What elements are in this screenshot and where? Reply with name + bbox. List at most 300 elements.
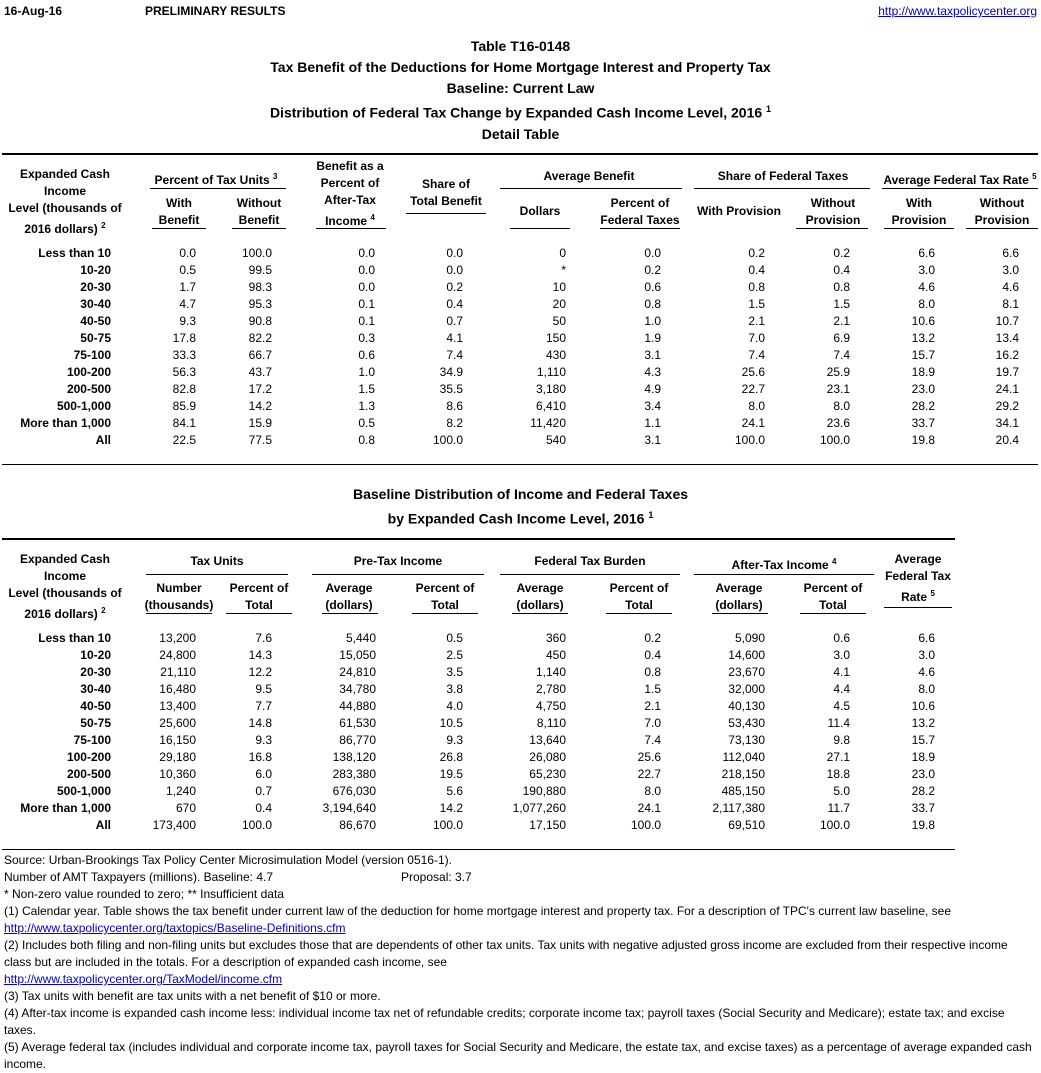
t1-row <box>0 330 1041 347</box>
t2-cell: 218,150 <box>721 767 765 781</box>
t2-cell: 15.7 <box>911 733 935 747</box>
t1-cell: 1.7 <box>179 280 196 294</box>
t2-cell: 23,670 <box>728 665 765 679</box>
t1-cell: 6,410 <box>535 399 566 413</box>
t2-cell: 5.6 <box>446 784 463 798</box>
t1-cell: 11,420 <box>530 416 566 430</box>
t1-without-underline <box>232 228 286 229</box>
t1-row <box>0 415 1041 432</box>
t2-cell: 65,230 <box>529 767 566 781</box>
t1-share-benefit-header: Share of Total Benefit <box>410 177 482 208</box>
t2-fed-avg-header: Average (dollars) <box>516 581 564 612</box>
t2-cell: 26.8 <box>439 750 463 764</box>
t1-cell: 13.4 <box>995 331 1019 345</box>
t2-income-label: 10-20 <box>80 648 111 662</box>
t2-cell: 26,080 <box>529 750 566 764</box>
t2-cell: 14,600 <box>728 648 765 662</box>
t1-cell: 10.6 <box>911 314 935 328</box>
t1-cell: 100.0 <box>432 433 463 447</box>
t2-cell: 0.5 <box>446 631 463 645</box>
t2-cell: 33.7 <box>911 801 935 815</box>
t1-cell: 0.1 <box>358 314 375 328</box>
t2-row <box>0 766 1041 783</box>
t2-cell: 19.8 <box>911 818 935 832</box>
t1-cell: 0.7 <box>446 314 463 328</box>
t1-without-benefit-header: Without Benefit <box>236 196 282 227</box>
t2-income-label: Less than 10 <box>38 631 111 645</box>
t2-cell: 5.0 <box>833 784 850 798</box>
t2-cell: 3.0 <box>918 648 935 662</box>
t1-cell: 3,180 <box>535 382 566 396</box>
t2-cell: 4.4 <box>833 682 850 696</box>
t1-row <box>0 262 1041 279</box>
t1-cell: 3.1 <box>644 433 661 447</box>
t1-row <box>0 245 1041 262</box>
t1-cell: 28.2 <box>911 399 935 413</box>
table-title <box>0 36 1041 145</box>
t1-cell: 540 <box>545 433 566 447</box>
t2-cell: 27.1 <box>826 750 850 764</box>
t1-without-prov-header: Without Provision <box>805 196 861 227</box>
t1-income-label: 50-75 <box>80 331 111 345</box>
t2-cell: 10.5 <box>439 716 463 730</box>
t2-pretax-avg-header: Average (dollars) <box>325 581 373 612</box>
t1-cell: 25.9 <box>826 365 850 379</box>
t2-cell: 61,530 <box>339 716 376 730</box>
t2-cell: 1,240 <box>165 784 196 798</box>
t2-cell: 13,400 <box>159 699 196 713</box>
t1-income-label: 20-30 <box>80 280 111 294</box>
t1-cell: 430 <box>545 348 566 362</box>
t2-cell: 7.4 <box>644 733 661 747</box>
t2-cell: 2.1 <box>644 699 661 713</box>
baseline-label: Baseline: Current Law <box>446 80 595 96</box>
t2-pretax-pct-header: Percent of Total <box>415 581 475 612</box>
t1-cell: 1.9 <box>644 331 661 345</box>
t2-cell: 9.3 <box>255 733 272 747</box>
t1-cell: 2.1 <box>833 314 850 328</box>
t1-with-prov-header: With Provision <box>697 204 781 218</box>
t2-cell: 18.9 <box>911 750 935 764</box>
t1-cell: 33.7 <box>911 416 935 430</box>
t1-cell: 19.7 <box>995 365 1019 379</box>
t2-cell: 11.7 <box>827 801 850 815</box>
t1-cell: 17.8 <box>172 331 196 345</box>
t1-cell: 0.0 <box>358 280 375 294</box>
t2-cell: 190,880 <box>522 784 566 798</box>
t1-income-label: 10-20 <box>80 263 111 277</box>
t2-avg-rate-header: Average Federal Tax Rate $^5$ <box>885 552 951 604</box>
t1-cell: 6.6 <box>1002 246 1019 260</box>
t2-cell: 8,110 <box>536 716 566 730</box>
t1-cell: 23.0 <box>911 382 935 396</box>
t1-cell: 0.4 <box>833 263 850 277</box>
t1-pct-units-underline <box>150 188 286 189</box>
t1-cell: 0.5 <box>358 416 375 430</box>
t2-tax-units-header: Tax Units <box>190 554 244 568</box>
t2-cell: 10.6 <box>911 699 935 713</box>
t2-cell: 14.8 <box>248 716 272 730</box>
t1-income-label: 75-100 <box>73 348 111 362</box>
t2-row <box>0 630 1041 647</box>
t1-cell: 1.5 <box>748 297 765 311</box>
t1-cell: 20.4 <box>995 433 1019 447</box>
t2-income-level-header: Expanded Cash Income Level (thousands of 2016 dollars) $^2$ <box>8 552 122 621</box>
t2-cell: 28.2 <box>911 784 935 798</box>
t1-cell: 7.4 <box>833 348 850 362</box>
t1-cell: 0.0 <box>644 246 661 260</box>
t2-units-pct-header: Percent of Total <box>229 581 289 612</box>
t2-row <box>0 681 1041 698</box>
t2-cell: 9.5 <box>255 682 272 696</box>
t2-row <box>0 749 1041 766</box>
t1-income-label: 200-500 <box>66 382 111 396</box>
t1-cell: 1,110 <box>536 365 566 379</box>
t2-pretax-avg-underline <box>322 613 378 614</box>
report-date: 16-Aug-16 <box>4 4 63 18</box>
t1-cell: 6.6 <box>918 246 935 260</box>
t1-row <box>0 296 1041 313</box>
t2-cell: 4,750 <box>535 699 566 713</box>
t1-cell: 17.2 <box>248 382 272 396</box>
t2-cell: 360 <box>545 631 566 645</box>
t1-cell: 34.9 <box>439 365 463 379</box>
t1-cell: 0.0 <box>358 246 375 260</box>
t2-aftertax-header: After-Tax Income $^4$ <box>731 557 837 572</box>
t1-cell: 4.6 <box>1002 280 1019 294</box>
t2-number-underline <box>146 613 212 614</box>
t2-cell: 100.0 <box>630 818 661 832</box>
t1-cell: 66.7 <box>248 348 272 362</box>
table1-top-rule <box>2 153 1038 155</box>
t1-row <box>0 364 1041 381</box>
t2-income-label: 40-50 <box>80 699 111 713</box>
t1-cell: 0.6 <box>644 280 661 294</box>
t2-cell: 15,050 <box>339 648 376 662</box>
t2-fed-pct-header: Percent of Total <box>609 581 669 612</box>
t2-cell: 7.0 <box>644 716 661 730</box>
t1-cell: 0.0 <box>358 263 375 277</box>
preliminary-label: PRELIMINARY RESULTS <box>145 4 286 18</box>
t1-cell: 4.7 <box>179 297 196 311</box>
t1-cell: 0.2 <box>748 246 765 260</box>
t1-rate-without-underline <box>966 228 1038 229</box>
t1-income-label: 30-40 <box>80 297 111 311</box>
t1-cell: 99.5 <box>248 263 272 277</box>
t2-cell: 9.3 <box>446 733 463 747</box>
t1-cell: 7.4 <box>748 348 765 362</box>
t2-cell: 450 <box>545 648 566 662</box>
t2-income-label: 20-30 <box>80 665 111 679</box>
t2-income-label: 30-40 <box>80 682 111 696</box>
t2-avg-rate-underline <box>884 607 952 608</box>
t2-cell: 485,150 <box>721 784 765 798</box>
t2-units-pct-underline <box>226 613 292 614</box>
footnotes <box>4 852 1036 1073</box>
t2-tax-units-underline <box>146 574 288 575</box>
t2-cell: 24.1 <box>637 801 661 815</box>
t2-cell: 2,117,380 <box>712 801 765 815</box>
t2-income-label: More than 1,000 <box>20 801 111 815</box>
t2-cell: 18.8 <box>826 767 850 781</box>
t1-cell: 0.8 <box>748 280 765 294</box>
nonzero-note: * Non-zero value rounded to zero; ** Insufficient data <box>4 887 284 901</box>
t1-cell: 24.1 <box>995 382 1019 396</box>
t2-number-header: Number (thousands) <box>144 581 214 612</box>
t1-cell: 0.4 <box>446 297 463 311</box>
t1-share-fed-underline <box>694 188 870 189</box>
t2-cell: 32,000 <box>728 682 765 696</box>
t1-cell: 77.5 <box>248 433 272 447</box>
t2-aftertax-underline <box>694 574 874 575</box>
t2-cell: 676,030 <box>332 784 376 798</box>
t2-cell: 8.0 <box>644 784 661 798</box>
t1-cell: 34.1 <box>995 416 1019 430</box>
footnote-3: (3) Tax units with benefit are tax units with a net benefit of $10 or more. <box>4 989 381 1003</box>
t2-income-label: 75-100 <box>73 733 111 747</box>
t1-cell: 1.3 <box>358 399 375 413</box>
table2-bottom-rule <box>2 849 955 850</box>
t2-row <box>0 698 1041 715</box>
t2-pretax-underline <box>312 574 484 575</box>
t1-row <box>0 279 1041 296</box>
t1-with-benefit-header: With Benefit <box>158 196 200 227</box>
t2-cell: 14.2 <box>439 801 463 815</box>
t1-cell: 82.8 <box>172 382 196 396</box>
t2-cell: 21,110 <box>160 665 196 679</box>
t2-fed-avg-underline <box>512 613 568 614</box>
t2-cell: 4.5 <box>833 699 850 713</box>
t2-income-label: 200-500 <box>66 767 111 781</box>
t1-cell: 3.1 <box>644 348 661 362</box>
t2-row <box>0 800 1041 817</box>
t1-cell: 20 <box>552 297 566 311</box>
t1-income-level-header: Expanded Cash Income Level (thousands of 2016 dollars) $^2$ <box>8 167 122 236</box>
t2-row <box>0 732 1041 749</box>
footnote-5: (5) Average federal tax (includes individual and corporate income tax, payroll taxes for Social Security and Medicare, the estate tax, and excise taxes) as a percentage of average expanded cash income. <box>4 1040 1032 1071</box>
t2-cell: 86,670 <box>339 818 376 832</box>
table-id: Table T16-0148 <box>470 38 571 54</box>
t1-cell: 8.6 <box>446 399 463 413</box>
t1-cell: 3.0 <box>918 263 935 277</box>
t2-cell: 22.7 <box>637 767 661 781</box>
t2-cell: 2,780 <box>535 682 566 696</box>
t1-cell: 0.2 <box>446 280 463 294</box>
t2-cell: 73,130 <box>728 733 765 747</box>
t1-cell: 100.0 <box>241 246 272 260</box>
t1-cell: 4.6 <box>918 280 935 294</box>
t2-cell: 3.0 <box>833 648 850 662</box>
t1-cell: 3.0 <box>1002 263 1019 277</box>
t1-cell: 0.4 <box>748 263 765 277</box>
t1-dollars-underline <box>510 228 570 229</box>
t2-cell: 86,770 <box>339 733 376 747</box>
t1-cell: 0.8 <box>644 297 661 311</box>
t1-benefit-pct-underline <box>316 228 386 229</box>
t2-cell: 3.8 <box>446 682 463 696</box>
t1-cell: 13.2 <box>911 331 935 345</box>
t1-rate-with-header: With Provision <box>891 196 947 227</box>
distribution-label: Distribution of Federal Tax Change by Expanded Cash Income Level, 2016 $^1$ <box>269 104 772 121</box>
t1-cell: 24.1 <box>741 416 765 430</box>
t1-cell: 85.9 <box>172 399 196 413</box>
t1-cell: 16.2 <box>995 348 1019 362</box>
t2-cell: 69,510 <box>728 818 765 832</box>
t2-cell: 13.2 <box>911 716 935 730</box>
t1-cell: 8.0 <box>748 399 765 413</box>
t1-cell: 0.2 <box>833 246 850 260</box>
t2-row <box>0 783 1041 800</box>
t2-cell: 29,180 <box>159 750 196 764</box>
table-name: Tax Benefit of the Deductions for Home Mortgage Interest and Property Tax <box>270 59 771 75</box>
t1-cell: 22.5 <box>172 433 196 447</box>
t2-cell: 10,360 <box>159 767 196 781</box>
t1-cell: 1.5 <box>833 297 850 311</box>
source-note: Source: Urban-Brookings Tax Policy Center Microsimulation Model (version 0516-1). <box>4 853 452 867</box>
t1-cell: 23.1 <box>826 382 850 396</box>
t1-cell: 0.0 <box>446 246 463 260</box>
t1-cell: 0.0 <box>179 246 196 260</box>
t1-cell: 18.9 <box>911 365 935 379</box>
t1-cell: 35.5 <box>439 382 463 396</box>
t1-cell: 0.5 <box>179 263 196 277</box>
t1-avg-rate-header: Average Federal Tax Rate $^5$ <box>883 172 1037 187</box>
t2-cell: 6.6 <box>918 631 935 645</box>
t2-cell: 138,120 <box>332 750 376 764</box>
t1-cell: 0.6 <box>358 348 375 362</box>
t2-income-label: All <box>95 818 111 832</box>
t2-cell: 4.1 <box>833 665 850 679</box>
t2-cell: 53,430 <box>728 716 765 730</box>
t1-dollars-header: Dollars <box>519 204 561 218</box>
t1-cell: 100.0 <box>734 433 765 447</box>
t1-cell: 8.2 <box>446 416 463 430</box>
t2-cell: 8.0 <box>918 682 935 696</box>
t1-without-prov-underline <box>796 228 868 229</box>
t1-rate-without-header: Without Provision <box>974 196 1030 227</box>
t2-cell: 19.5 <box>439 767 463 781</box>
t2-income-label: 50-75 <box>80 716 111 730</box>
t1-with-underline <box>152 228 206 229</box>
t1-cell: 29.2 <box>995 399 1019 413</box>
t1-pct-tax-units-header: Percent of Tax Units $^3$ <box>154 172 278 187</box>
baseline-definitions-link[interactable]: http://www.taxpolicycenter.org/taxtopics/Baseline-Definitions.cfm <box>4 921 346 935</box>
t2-pretax-header: Pre-Tax Income <box>353 554 443 568</box>
t1-cell: 43.7 <box>248 365 272 379</box>
t1-cell: 9.3 <box>179 314 196 328</box>
t1-pct-fed-underline <box>600 228 680 229</box>
t2-pretax-pct-underline <box>412 613 478 614</box>
t2-cell: 1.5 <box>644 682 661 696</box>
detail-label: Detail Table <box>481 125 560 142</box>
t1-cell: 2.1 <box>748 314 765 328</box>
t2-cell: 7.6 <box>255 631 272 645</box>
tpc-url-link[interactable]: http://www.taxpolicycenter.org <box>878 4 1037 18</box>
income-definition-link[interactable]: http://www.taxpolicycenter.org/TaxModel/income.cfm <box>4 972 283 986</box>
t1-row <box>0 398 1041 415</box>
t1-income-label: Less than 10 <box>38 246 111 260</box>
t1-cell: 95.3 <box>248 297 272 311</box>
t1-cell: 90.8 <box>248 314 272 328</box>
table2-title: Baseline Distribution of Income and Federal Taxes by Expanded Cash Income Level, 2016 $^1$ <box>352 486 689 527</box>
t1-cell: * <box>561 263 566 277</box>
t1-avg-benefit-underline <box>500 188 682 189</box>
t1-cell: 8.0 <box>918 297 935 311</box>
t2-income-label: 100-200 <box>66 750 111 764</box>
t1-cell: 0.1 <box>358 297 375 311</box>
t1-cell: 1.0 <box>644 314 661 328</box>
t1-cell: 50 <box>552 314 566 328</box>
t1-cell: 10 <box>552 280 566 294</box>
t1-cell: 6.9 <box>833 331 850 345</box>
table2-top-rule <box>2 538 955 540</box>
t1-cell: 0.0 <box>446 263 463 277</box>
t1-income-label: 500-1,000 <box>56 399 111 413</box>
t2-cell: 14.3 <box>248 648 272 662</box>
t1-cell: 0 <box>559 246 566 260</box>
t1-cell: 100.0 <box>819 433 850 447</box>
t2-income-label: 500-1,000 <box>56 784 111 798</box>
t2-cell: 0.4 <box>255 801 272 815</box>
t2-cell: 40,130 <box>728 699 765 713</box>
t1-cell: 150 <box>545 331 566 345</box>
t2-cell: 100.0 <box>241 818 272 832</box>
t2-cell: 13,640 <box>529 733 566 747</box>
t2-cell: 17,150 <box>529 818 566 832</box>
t1-cell: 1.0 <box>358 365 375 379</box>
t1-row <box>0 432 1041 449</box>
t1-income-label: 40-50 <box>80 314 111 328</box>
t1-cell: 1.1 <box>644 416 661 430</box>
t1-cell: 19.8 <box>911 433 935 447</box>
t2-cell: 5,440 <box>345 631 376 645</box>
t2-cell: 24,810 <box>339 665 376 679</box>
t2-cell: 670 <box>175 801 196 815</box>
t2-cell: 2.5 <box>446 648 463 662</box>
t1-pct-fed-header: Percent of Federal Taxes <box>600 196 680 227</box>
t2-row <box>0 715 1041 732</box>
table1-bottom-rule <box>2 464 1038 465</box>
t2-cell: 0.2 <box>644 631 661 645</box>
t1-cell: 56.3 <box>172 365 196 379</box>
t2-cell: 100.0 <box>432 818 463 832</box>
t2-cell: 25,600 <box>159 716 196 730</box>
t1-row <box>0 347 1041 364</box>
t1-cell: 25.6 <box>741 365 765 379</box>
footnote-2: (2) Includes both filing and non-filing units but excludes those that are dependents of other tax units. Tax units with negative adjusted gross income are excluded from their respective income class but are included in the totals. For a description of expanded cash income, see <box>4 938 1008 969</box>
t2-cell: 0.6 <box>833 631 850 645</box>
t1-cell: 23.6 <box>826 416 850 430</box>
t1-cell: 14.2 <box>248 399 272 413</box>
t1-cell: 84.1 <box>172 416 196 430</box>
t1-row <box>0 381 1041 398</box>
t2-cell: 1,140 <box>535 665 566 679</box>
t2-row <box>0 817 1041 834</box>
t1-avg-rate-underline <box>882 188 1038 189</box>
t2-cell: 24,800 <box>159 648 196 662</box>
t2-cell: 112,040 <box>722 750 765 764</box>
t1-cell: 10.7 <box>995 314 1019 328</box>
t2-cell: 23.0 <box>911 767 935 781</box>
t2-cell: 25.6 <box>637 750 661 764</box>
t2-cell: 9.8 <box>833 733 850 747</box>
t2-cell: 44,880 <box>339 699 376 713</box>
t1-row <box>0 313 1041 330</box>
t1-cell: 15.9 <box>248 416 272 430</box>
t1-cell: 0.8 <box>358 433 375 447</box>
footnote-4: (4) After-tax income is expanded cash income less: individual income tax net of refundable credits; corporate income tax; payroll taxes (Social Security and Medicare); estate tax; and excise taxes. <box>4 1006 1005 1037</box>
t1-cell: 0.2 <box>644 263 661 277</box>
